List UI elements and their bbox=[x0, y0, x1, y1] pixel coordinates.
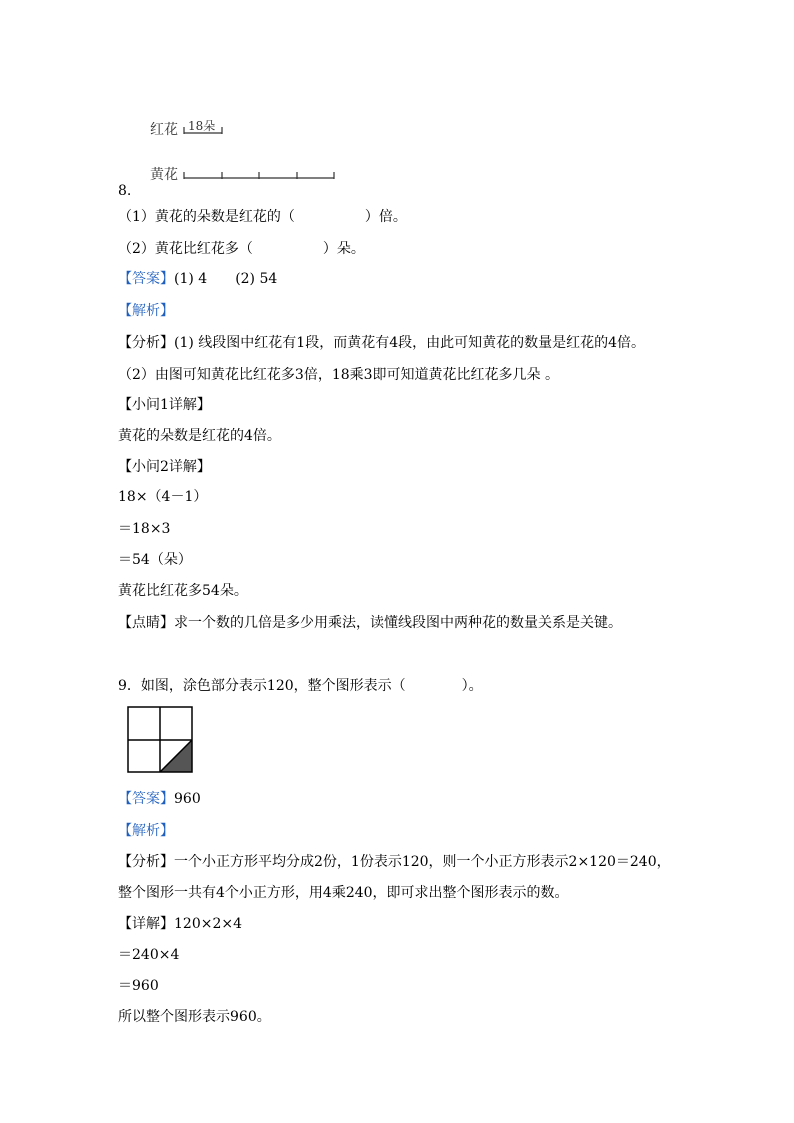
yellow-flower-label: 黄花 bbox=[150, 167, 178, 183]
q8-conclusion: 黄花比红花多54朵。 bbox=[118, 583, 248, 599]
q8-calc1: 18×（4－1） bbox=[118, 489, 208, 505]
q8-detail1-text: 黄花的朵数是红花的4倍。 bbox=[118, 428, 281, 444]
dianjing-tag: 【点睛】 bbox=[118, 615, 174, 631]
q8-fenxi bbox=[118, 334, 645, 352]
q9-analysis-tag: 【解析】 bbox=[118, 823, 174, 839]
detail-text: 120×2×4 bbox=[174, 916, 242, 932]
fenxi-tag: 【分析】 bbox=[118, 335, 174, 351]
q8-answer bbox=[118, 270, 277, 288]
q9-square-figure bbox=[128, 707, 192, 772]
answer-tag: 【答案】 bbox=[118, 791, 174, 807]
q8-dianjing bbox=[118, 614, 622, 632]
q9-question: 9．如图，涂色部分表示120，整个图形表示（ ）。 bbox=[118, 678, 483, 694]
red-flower-label: 红花 bbox=[150, 122, 178, 138]
red-flower-value: 18朵 bbox=[188, 119, 216, 133]
q9-detail bbox=[118, 915, 242, 933]
q8-calc3: ＝54（朵） bbox=[118, 552, 192, 568]
q9-fenxi-2: 整个图形一共有4个小正方形，用4乘240，即可求出整个图形表示的数。 bbox=[118, 885, 569, 901]
answer-text: (1) 4 (2) 54 bbox=[174, 271, 278, 287]
q9-fenxi bbox=[118, 853, 671, 871]
answer-text: 960 bbox=[174, 791, 201, 807]
detail-tag: 【详解】 bbox=[118, 916, 174, 932]
q8-detail1-tag: 【小问1详解】 bbox=[118, 397, 211, 413]
q8-analysis-tag: 【解析】 bbox=[118, 303, 174, 319]
q9-calc2: ＝240×4 bbox=[118, 947, 180, 963]
answer-tag: 【答案】 bbox=[118, 271, 174, 287]
q8-sub2: （2）黄花比红花多（ ）朵。 bbox=[118, 241, 365, 257]
q9-conclusion: 所以整个图形表示960。 bbox=[118, 1009, 271, 1025]
q9-answer bbox=[118, 790, 201, 808]
q8-calc2: ＝18×3 bbox=[118, 521, 171, 537]
q9-calc3: ＝960 bbox=[118, 978, 159, 994]
q8-detail2-tag: 【小问2详解】 bbox=[118, 459, 211, 475]
q8-fenxi-2: （2）由图可知黄花比红花多3倍，18乘3即可知道黄花比红花多几朵 。 bbox=[118, 367, 559, 383]
q8-number: 8. bbox=[118, 183, 132, 199]
dianjing-text: 求一个数的几倍是多少用乘法，读懂线段图中两种花的数量关系是关键。 bbox=[174, 615, 622, 631]
q8-sub1: （1）黄花的朵数是红花的（ ）倍。 bbox=[118, 209, 407, 225]
fenxi-tag: 【分析】 bbox=[118, 854, 174, 870]
fenxi-text: 一个小正方形平均分成2份，1份表示120，则一个小正方形表示2×120＝240， bbox=[174, 854, 671, 870]
fenxi-text: (1) 线段图中红花有1段，而黄花有4段，由此可知黄花的数量是红花的4倍。 bbox=[174, 335, 646, 351]
